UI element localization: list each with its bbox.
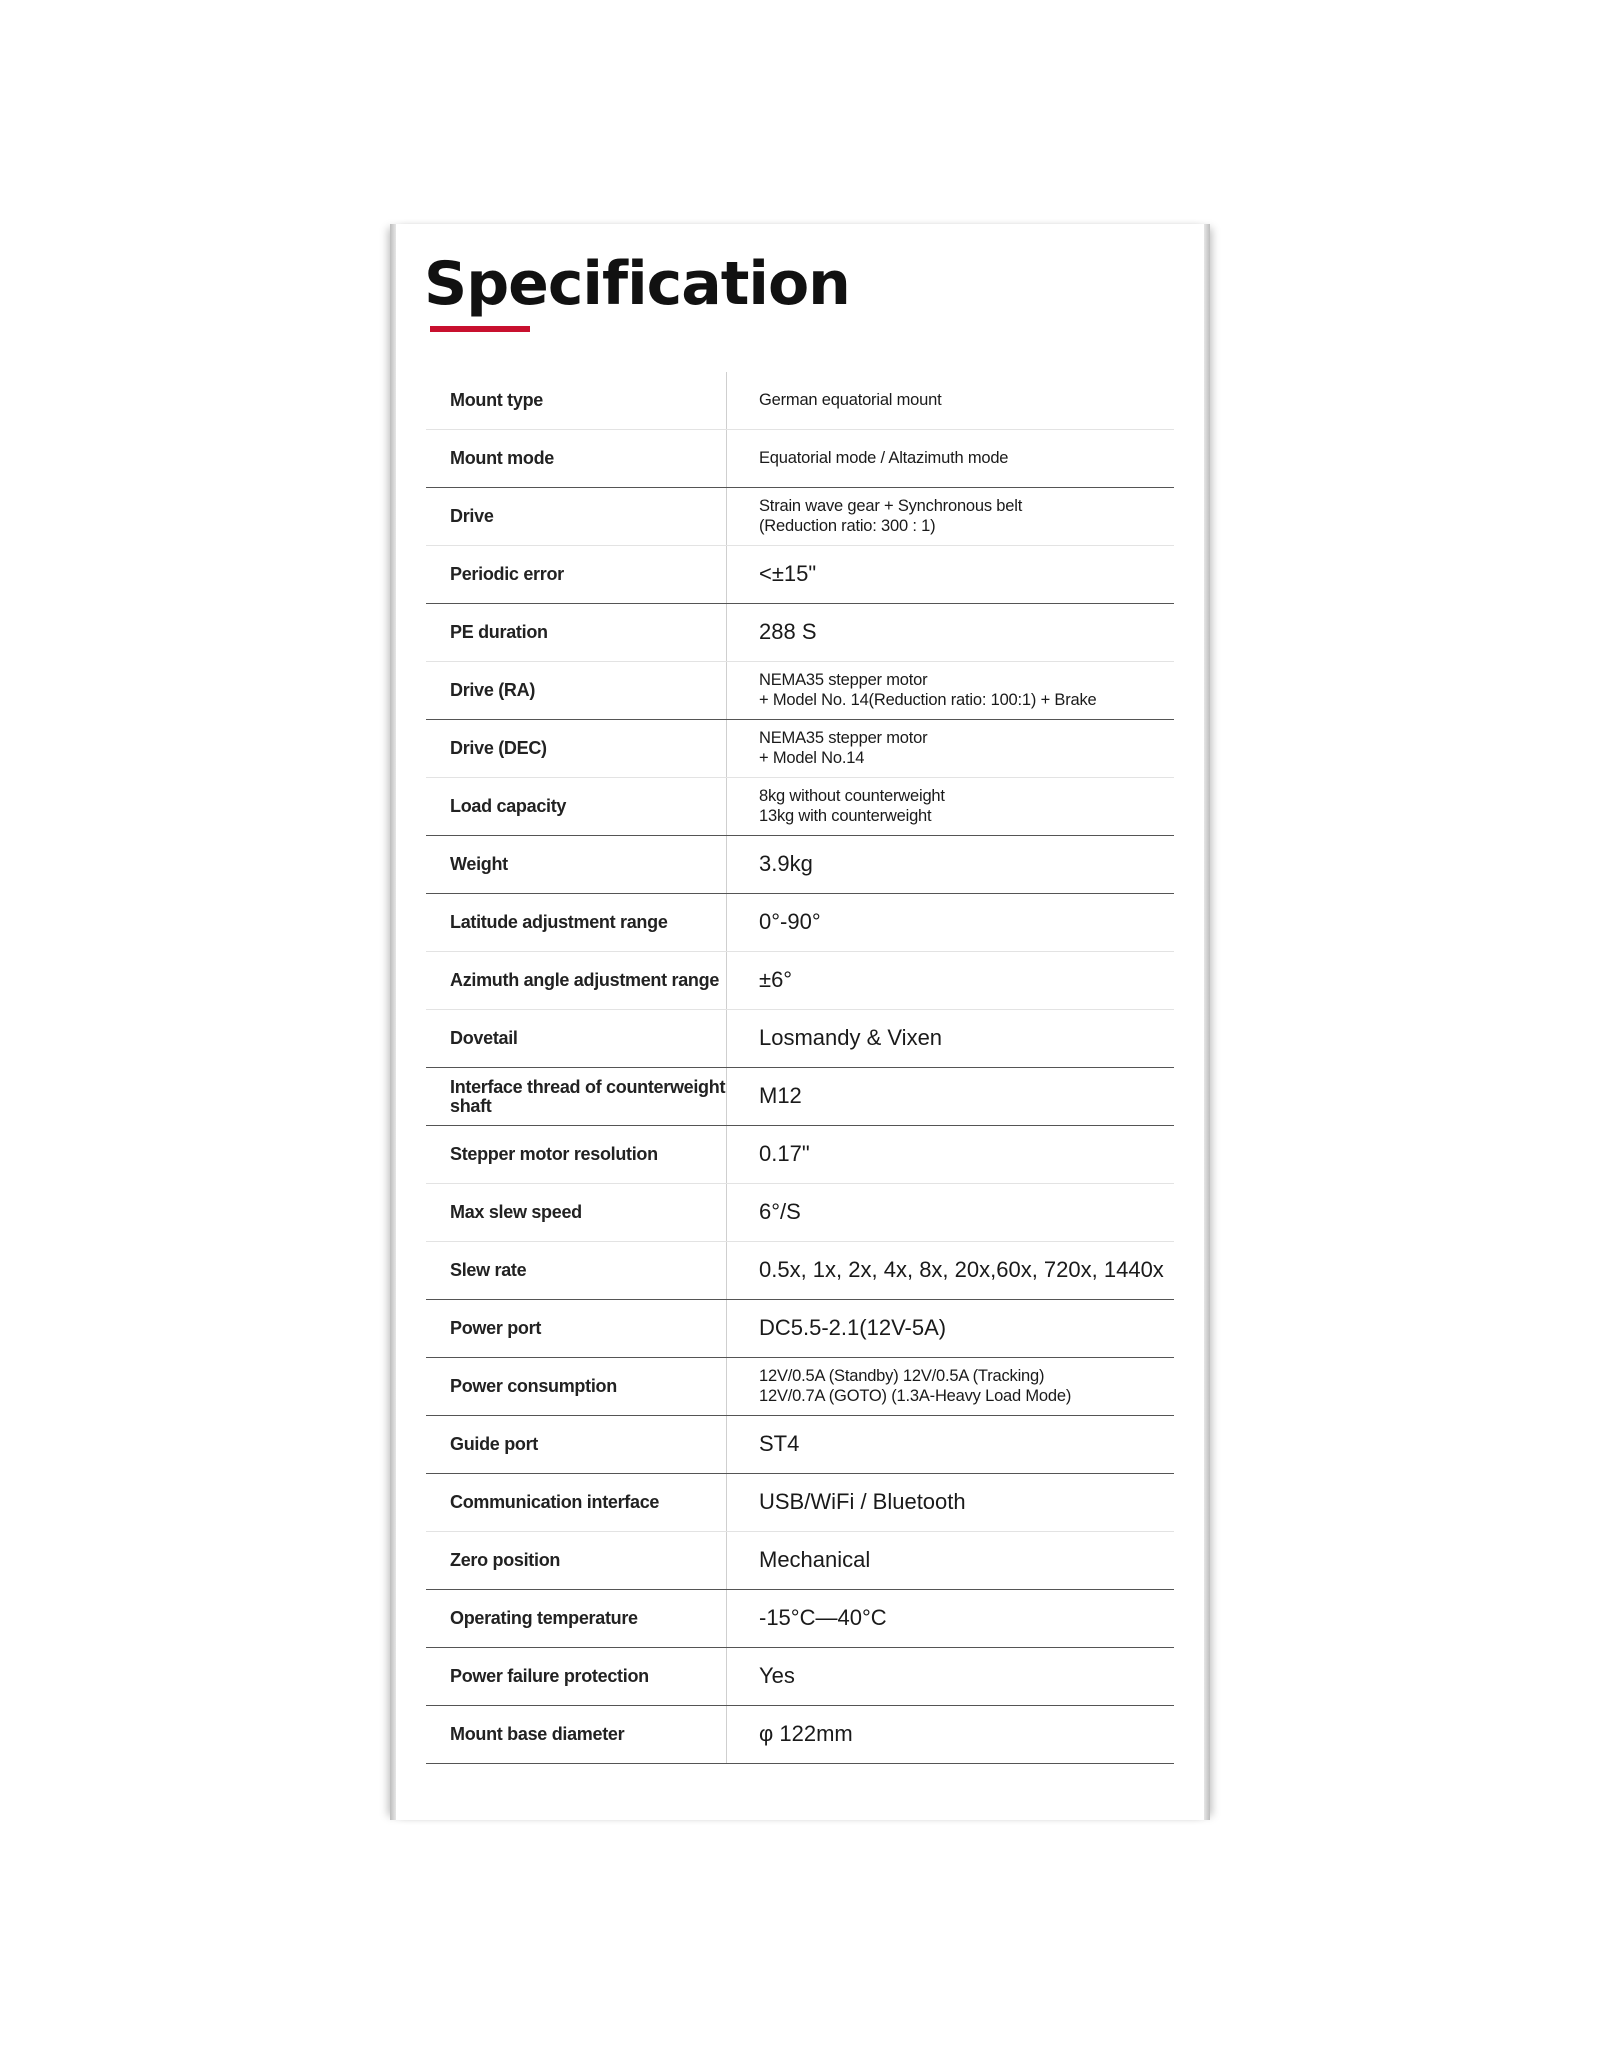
- spec-value: 288 S: [727, 604, 1175, 662]
- table-row: [426, 1242, 1174, 1300]
- spec-value: -15°C—40°C: [727, 1590, 1175, 1648]
- spec-value: Yes: [727, 1648, 1175, 1706]
- spec-value: <±15": [727, 546, 1175, 604]
- spec-value: φ 122mm: [727, 1706, 1175, 1764]
- spec-value: Losmandy & Vixen: [727, 1010, 1175, 1068]
- spec-value-line-1: Strain wave gear + Synchronous belt: [759, 496, 1023, 515]
- table-row: [426, 372, 1174, 430]
- table-row: [426, 1126, 1174, 1184]
- spec-label: Zero position: [426, 1532, 727, 1590]
- spec-label: Mount type: [426, 372, 727, 430]
- spec-value-line-1: 8kg without counterweight: [759, 786, 945, 805]
- spec-value: DC5.5-2.1(12V-5A): [727, 1300, 1175, 1358]
- table-row: [426, 894, 1174, 952]
- page-title: Specification: [424, 249, 850, 319]
- spec-value: Equatorial mode / Altazimuth mode: [727, 430, 1175, 488]
- spec-value-line-1: NEMA35 stepper motor: [759, 670, 928, 689]
- table-row: [426, 1358, 1174, 1416]
- spec-label: Slew rate: [426, 1242, 727, 1300]
- table-row: [426, 1184, 1174, 1242]
- spec-value: [727, 1358, 1175, 1416]
- spec-value: [727, 720, 1175, 778]
- table-row: [426, 836, 1174, 894]
- table-row: [426, 430, 1174, 488]
- table-row: [426, 720, 1174, 778]
- spec-value: [727, 488, 1175, 546]
- spec-value: USB/WiFi / Bluetooth: [727, 1474, 1175, 1532]
- spec-value: 0°-90°: [727, 894, 1175, 952]
- spec-label: Power consumption: [426, 1358, 727, 1416]
- spec-value: 0.17": [727, 1126, 1175, 1184]
- spec-value-line-2: 13kg with counterweight: [759, 806, 932, 825]
- table-row: [426, 1010, 1174, 1068]
- spec-label: Mount mode: [426, 430, 727, 488]
- table-row: [426, 488, 1174, 546]
- spec-value-line-2: + Model No. 14(Reduction ratio: 100:1) + Brake: [759, 690, 1097, 709]
- spec-label: Drive (DEC): [426, 720, 727, 778]
- spec-value-line-2: 12V/0.7A (GOTO) (1.3A-Heavy Load Mode): [759, 1386, 1072, 1405]
- title-underline: [430, 326, 530, 332]
- spec-value: 6°/S: [727, 1184, 1175, 1242]
- spec-label: Periodic error: [426, 546, 727, 604]
- spec-value: German equatorial mount: [727, 372, 1175, 430]
- spec-value: [727, 778, 1175, 836]
- spec-label: Latitude adjustment range: [426, 894, 727, 952]
- spec-value: M12: [727, 1068, 1175, 1126]
- spec-card: [390, 224, 1210, 1820]
- spec-label: Power failure protection: [426, 1648, 727, 1706]
- spec-label: Mount base diameter: [426, 1706, 727, 1764]
- spec-value-line-1: NEMA35 stepper motor: [759, 728, 928, 747]
- spec-value: ±6°: [727, 952, 1175, 1010]
- spec-label: Max slew speed: [426, 1184, 727, 1242]
- table-row: [426, 604, 1174, 662]
- spec-table: [426, 372, 1174, 1764]
- spec-value: 3.9kg: [727, 836, 1175, 894]
- spec-value: [727, 662, 1175, 720]
- spec-label: Weight: [426, 836, 727, 894]
- spec-label: Communication interface: [426, 1474, 727, 1532]
- table-row: [426, 1416, 1174, 1474]
- table-row: [426, 662, 1174, 720]
- spec-label: Guide port: [426, 1416, 727, 1474]
- spec-label: Power port: [426, 1300, 727, 1358]
- table-row: [426, 1474, 1174, 1532]
- table-row: [426, 778, 1174, 836]
- spec-value-line-1: 12V/0.5A (Standby) 12V/0.5A (Tracking): [759, 1366, 1045, 1385]
- spec-label: Operating temperature: [426, 1590, 727, 1648]
- spec-value: ST4: [727, 1416, 1175, 1474]
- table-row: [426, 1300, 1174, 1358]
- table-row: [426, 1648, 1174, 1706]
- spec-value: Mechanical: [727, 1532, 1175, 1590]
- spec-label: Dovetail: [426, 1010, 727, 1068]
- spec-label: Drive: [426, 488, 727, 546]
- spec-label: Azimuth angle adjustment range: [426, 952, 727, 1010]
- table-row: [426, 546, 1174, 604]
- spec-value-line-2: (Reduction ratio: 300 : 1): [759, 516, 936, 535]
- spec-label: Interface thread of counterweight shaft: [426, 1068, 727, 1126]
- spec-label: Drive (RA): [426, 662, 727, 720]
- spec-value: 0.5x, 1x, 2x, 4x, 8x, 20x,60x, 720x, 1440x: [727, 1242, 1175, 1300]
- table-row: [426, 1706, 1174, 1764]
- table-row: [426, 1068, 1174, 1126]
- spec-value-line-2: + Model No.14: [759, 748, 865, 767]
- spec-label: Load capacity: [426, 778, 727, 836]
- table-row: [426, 1590, 1174, 1648]
- spec-label: PE duration: [426, 604, 727, 662]
- table-row: [426, 1532, 1174, 1590]
- table-row: [426, 952, 1174, 1010]
- spec-label: Stepper motor resolution: [426, 1126, 727, 1184]
